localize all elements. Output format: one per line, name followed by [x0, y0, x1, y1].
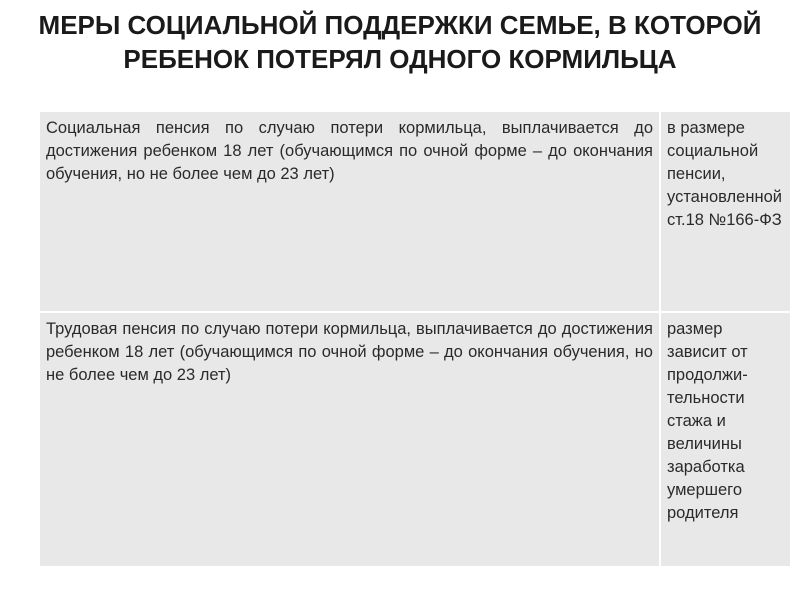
benefit-amount-cell: в размере социальной пенсии, установленной ст.18 №166-ФЗ: [660, 111, 790, 312]
benefit-description-cell: Социальная пенсия по случаю потери кормильца, выплачивается до достижения ребенком 18 лет (обучающимся по очной форме – до окончания обучения, но не более чем до 23 лет): [40, 111, 660, 312]
table-row: [40, 111, 790, 312]
benefit-description-cell: Трудовая пенсия по случаю потери кормильца, выплачивается до достижения ребенком 18 лет (обучающимся по очной форме – до окончания обучения, но не более чем до 23 лет): [40, 312, 660, 567]
benefit-amount-cell: размер зависит от продолжи-тельности стажа и величины заработка умершего родителя: [660, 312, 790, 567]
benefits-table: [40, 110, 782, 568]
slide-title: МЕРЫ СОЦИАЛЬНОЙ ПОДДЕРЖКИ СЕМЬЕ, В КОТОРОЙ РЕБЕНОК ПОТЕРЯЛ ОДНОГО КОРМИЛЬЦА: [38, 10, 762, 74]
table-row: [40, 312, 790, 567]
